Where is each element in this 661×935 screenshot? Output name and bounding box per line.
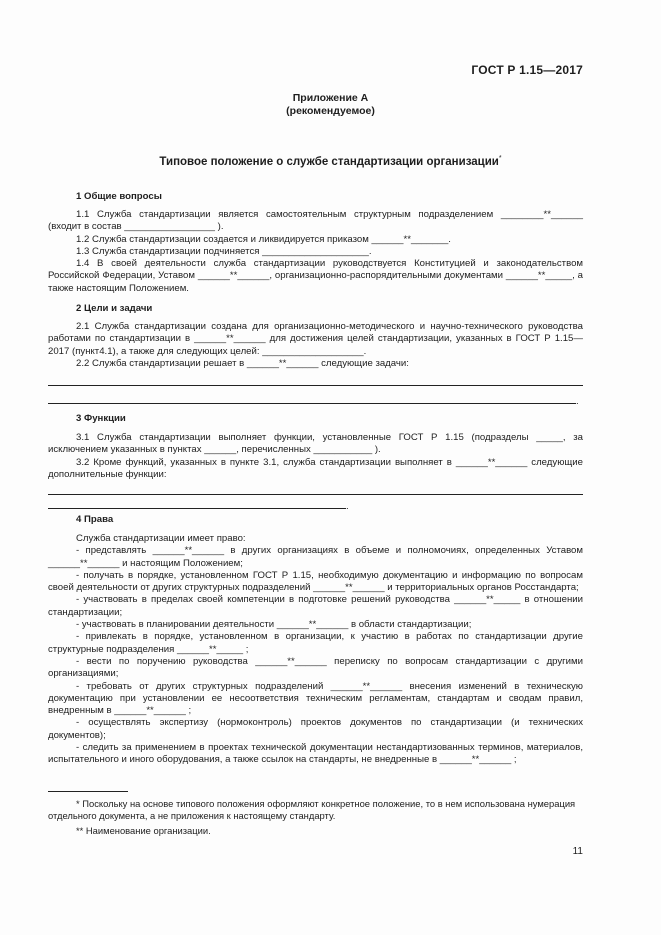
paragraph: 1.1 Служба стандартизации является самостоятельным структурным подразделением ________**______ (входит в состав _________________ ). [48, 209, 583, 233]
section-3-body [48, 432, 583, 513]
title-footnote-mark: * [498, 155, 502, 162]
line-end-period: . [576, 396, 579, 408]
section-heading: 3 Функции [76, 413, 126, 424]
list-item: - участвовать в планировании деятельности ______**______ в области стандартизации; [76, 619, 472, 631]
list-item: - получать в порядке, установленном ГОСТ Р 1.15, необходимую документацию и информацию по вопросам своей деятельности от других структурных подразделений ______**______ и территориальных органов Росстандарта; [48, 569, 583, 594]
paragraph: Служба стандартизации имеет право: [76, 533, 246, 544]
paragraph: 3.1 Служба стандартизации выполняет функции, установленные ГОСТ Р 1.15 (подразделы _____, за исключением указанных в пунктах ______, перечисленных ___________ ). [48, 432, 583, 456]
section-2 [48, 303, 583, 315]
footnote: ** Наименование организации. [76, 824, 211, 836]
section-heading: 4 Права [76, 514, 114, 525]
list-item: - вести по поручению руководства ______**______ переписку по вопросам стандартизации с другими организациями; [48, 655, 583, 680]
fill-in-line [48, 483, 583, 495]
footnotes [48, 798, 583, 837]
section-heading: 1 Общие вопросы [76, 191, 162, 202]
section-4-body [48, 533, 583, 767]
fill-in-line [48, 497, 346, 509]
section-3 [48, 413, 583, 425]
footnote-separator [48, 791, 128, 792]
paragraph: 1.2 Служба стандартизации создается и ликвидируется приказом ______**_______. [76, 233, 451, 245]
appendix-subtitle: (рекомендуемое) [286, 105, 375, 117]
document-title-text: Типовое положение о службе стандартизации организации [159, 155, 499, 168]
footnote: * Поскольку на основе типового положения оформляют конкретное положение, то в нем использована нумерация отдельного документа, а не приложения к настоящему стандарту. [48, 798, 576, 822]
document-title [0, 155, 661, 168]
list-item: - участвовать в пределах своей компетенции в подготовке решений руководства ______**_____ в отношении стандартизации; [48, 594, 583, 618]
fill-in-line [48, 374, 583, 386]
list-item: - следить за применением в проектах технической документации нестандартизованных терминов, материалов, испытательного и иного оборудования, а также ссылок на стандарты, не внедренные в ______**______ ; [48, 742, 583, 766]
list-item: - требовать от других структурных подразделений ______**______ внесения изменений в техническую документацию при установлении ее несоответствия техническим регламентам, стандартам и сводам правил, внедренным в ______**______ ; [48, 680, 583, 717]
appendix-title: Приложение А [292, 92, 369, 104]
section-2-body [48, 321, 583, 408]
paragraph: 2.2 Служба стандартизации решает в ______**______ следующие задачи: [76, 357, 409, 369]
list-item: - осуществлять экспертизу (нормоконтроль) проектов документов по стандартизации (и технических документов); [48, 717, 583, 741]
page-number: 11 [572, 846, 583, 857]
paragraph: 1.4 В своей деятельности служба стандартизации руководствуется Конституцией и законодательством Российской Федерации, Уставом ______**______, организационно-распорядительными документами ______**_____, а также настоящим Положением. [48, 258, 583, 294]
paragraph: 2.1 Служба стандартизации создана для организационно-методического и научно-технического руководства работами по стандартизации в ______**______ для достижения целей стандартизации, указанных в ГОСТ Р 1.15—2017 (пункт4.1), а также для следующих целей: ___________________. [48, 321, 583, 357]
line-end-period: . [346, 501, 349, 513]
section-heading: 2 Цели и задачи [76, 303, 153, 314]
list-item: - привлекать в порядке, установленном в организации, к участию в работах по стандартизации другие структурные подразделения ______**_____ ; [48, 631, 583, 655]
paragraph: 1.3 Служба стандартизации подчиняется ____________________. [76, 245, 372, 257]
list-item: - представлять ______**______ в других организациях в объеме и полномочиях, определенных Уставом ______**______ и настоящим Положением; [48, 545, 583, 569]
section-1-body [48, 209, 583, 295]
fill-in-line [48, 392, 576, 404]
section-1 [48, 191, 583, 203]
section-4 [48, 514, 583, 526]
document-code: ГОСТ Р 1.15—2017 [471, 63, 583, 77]
paragraph: 3.2 Кроме функций, указанных в пункте 3.1, служба стандартизации выполняет в ______**______ следующие дополнительные функции: [48, 456, 583, 480]
